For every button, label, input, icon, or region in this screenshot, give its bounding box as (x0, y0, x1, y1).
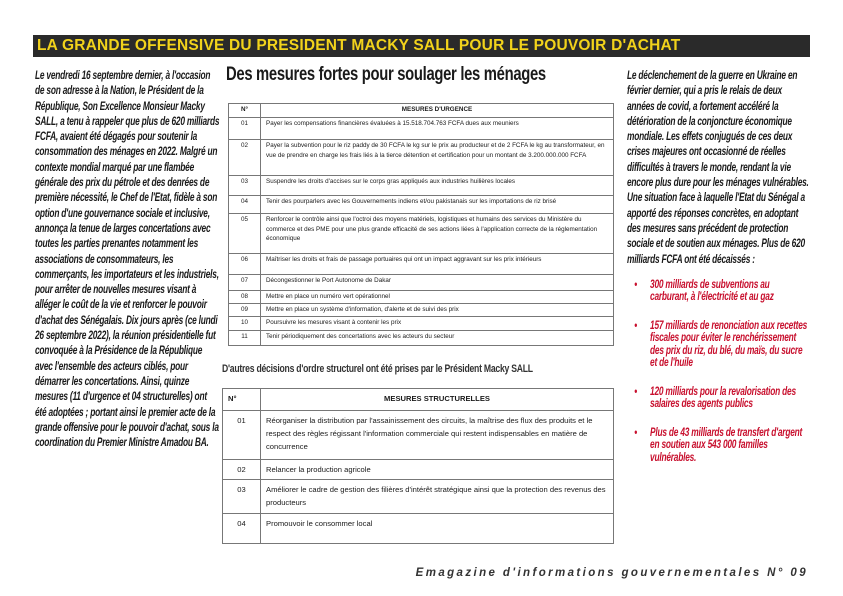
banner-title: LA GRANDE OFFENSIVE DU PRESIDENT MACKY SALL POUR LE POUVOIR D'ACHAT (33, 35, 810, 57)
row-number: 05 (229, 214, 261, 254)
row-number: 04 (223, 514, 261, 544)
right-column (627, 68, 810, 480)
bullet-item: • 300 milliards de subventions au carburant, à l'électricité et au gaz (630, 279, 810, 304)
table-row (229, 214, 614, 254)
row-measure: Décongestionner le Port Autonome de Dakar (261, 275, 614, 291)
row-number: 08 (229, 291, 261, 304)
row-number: 11 (229, 331, 261, 346)
table-row (229, 304, 614, 317)
row-number: 01 (223, 411, 261, 460)
table-row (223, 480, 614, 514)
table-row (229, 275, 614, 291)
row-measure: Tenir périodiquement des concertations avec les acteurs du secteur (261, 331, 614, 346)
row-number: 03 (229, 176, 261, 196)
row-number: 06 (229, 254, 261, 275)
right-column-text: Le déclenchement de la guerre en Ukraine en février dernier, qui a pris le relais de deux années de covid, a fortement accéléré la détérioration de la conjoncture économique mondiale. Les effets conjugués de ces deux crises majeures ont occasionné de réelles difficultés à travers le monde, rendant la vie encore plus dure pour les ménages vulnérables. Une situation face à laquelle l'Etat du Sénégal a apporté des réponses concrètes, en adoptant des mesures sans précédent de protection sociale et de soutien aux ménages. Plus de 620 milliards FCFA ont été décaissés : (627, 69, 809, 266)
row-number: 01 (229, 118, 261, 140)
row-measure: Améliorer le cadre de gestion des filières d'intérêt stratégique ainsi que la protection des revenus des producteurs (261, 480, 614, 514)
row-measure: Promouvoir le consommer local (261, 514, 614, 544)
col-measures: MESURES D'URGENCE (261, 104, 614, 118)
row-measure: Renforcer le contrôle ainsi que l'octroi des moyens matériels, logistiques et humains des services du Ministère du commerce et des PME pour une plus grande efficacité de ses actions liées à l'application correcte de la réglementation économique (261, 214, 614, 254)
table-row (229, 254, 614, 275)
row-number: 02 (229, 140, 261, 176)
row-measure: Tenir des pourparlers avec les Gouvernements indiens et/ou pakistanais sur les importations de riz brisé (261, 196, 614, 214)
table-row (223, 411, 614, 460)
row-number: 10 (229, 317, 261, 331)
table-row (229, 291, 614, 304)
row-number: 03 (223, 480, 261, 514)
table-row (229, 118, 614, 140)
row-number: 02 (223, 460, 261, 480)
row-number: 09 (229, 304, 261, 317)
row-measure: Maîtriser les droits et frais de passage portuaires qui ont un impact aggravant sur les prix intérieurs (261, 254, 614, 275)
row-measure: Poursuivre les mesures visant à contenir les prix (261, 317, 614, 331)
left-column-text: Le vendredi 16 septembre dernier, à l'occasion de son adresse à la Nation, le Président de la République, Son Excellence Monsieur Macky SALL, a tenu à rappeler que plus de 620 milliards FCFA, avaient été dégagés pour soutenir la consommation des ménages en 2022. Malgré un contexte mondial marqué par une flambée générale des prix du pétrole et des denrées de première nécessité, le Chef de l'Etat, fidèle à son option d'une gouvernance sociale et inclusive, annonça la tenue de larges concertations avec toutes les parties prenantes notamment les associations de consommateurs, les commerçants, les importateurs et les industriels, pour arrêter de nouvelles mesures visant à alléger le coût de la vie et renforcer le pouvoir d'achat des Sénégalais. Dix jours après (ce lundi 26 septembre 2022), la réunion présidentielle fut convoquée à la Présidence de la République avec l'ensemble des acteurs ciblés, pour démarrer les concertations. Ainsi, quinze mesures (11 d'urgence et 04 structurelles) ont été adoptées ; portant ainsi le premier acte de la grande offensive pour le pouvoir d'achat, sous la coordination du Premier Ministre Amadou BA. (35, 69, 220, 450)
row-measure: Mettre en place un numéro vert opérationnel (261, 291, 614, 304)
bullet-item: • 120 milliards pour la revalorisation des salaires des agents publics (630, 386, 810, 411)
table-row (229, 196, 614, 214)
table-row (223, 460, 614, 480)
urgent-measures-table (228, 103, 614, 346)
row-measure: Suspendre les droits d'accises sur le corps gras appliqués aux industries huilières locales (261, 176, 614, 196)
article-heading: Des mesures fortes pour soulager les ménages (226, 64, 546, 85)
structural-measures-table (222, 388, 614, 544)
row-measure: Relancer la production agricole (261, 460, 614, 480)
subheading: D'autres décisions d'ordre structurel ont été prises par le Président Macky SALL (222, 363, 533, 375)
bullet-item: • Plus de 43 milliards de transfert d'argent en soutien aux 543 000 familles vulnérables. (630, 427, 810, 465)
col-number: N° (229, 104, 261, 118)
row-measure: Payer les compensations financières évaluées à 15.518.704.763 FCFA dues aux meuniers (261, 118, 614, 140)
middle-column (222, 63, 614, 544)
row-measure: Réorganiser la distribution par l'assainissement des circuits, la maîtrise des flux des produits et le respect des règles régissant l'information commerciale qui restent indispensables en matière de concurrence (261, 411, 614, 460)
row-measure: Mettre en place un système d'information, d'alerte et de suivi des prix (261, 304, 614, 317)
col-number: N° (223, 389, 261, 411)
row-measure: Payer la subvention pour le riz paddy de 30 FCFA le kg sur le prix au producteur et de 2 FCFA le kg au transformateur, en vue de prendre en charge les frais liés à la tierce détention et certification pour un montant de 3.200.000.000 FCFA (261, 140, 614, 176)
row-number: 04 (229, 196, 261, 214)
table-row (229, 317, 614, 331)
row-number: 07 (229, 275, 261, 291)
footer: Emagazine d'informations gouvernementales N° 09 (415, 567, 808, 579)
table-row (229, 140, 614, 176)
bullet-list (627, 279, 810, 465)
table-row (229, 331, 614, 346)
table-row (229, 176, 614, 196)
col-measures: MESURES STRUCTURELLES (261, 389, 614, 411)
bullet-item: • 157 milliards de renonciation aux recettes fiscales pour éviter le renchérissement des prix du riz, du blé, du maïs, du sucre et de l'huile (630, 320, 810, 370)
table-row (223, 514, 614, 544)
